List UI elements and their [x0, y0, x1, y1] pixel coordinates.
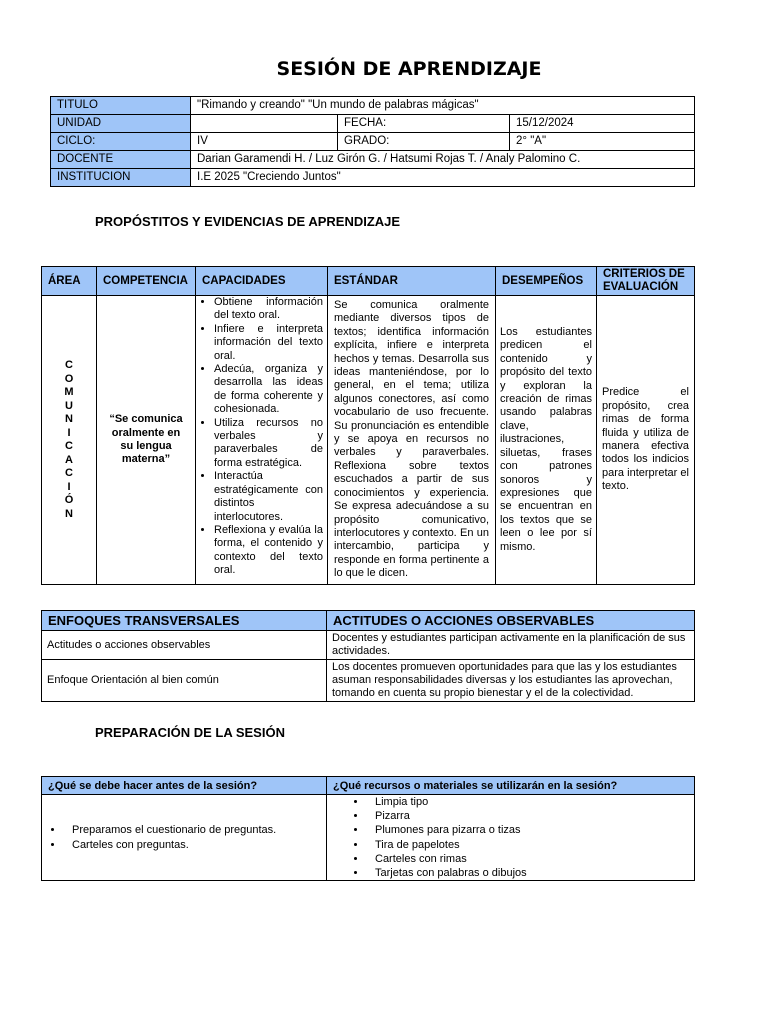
titulo-label: TITULO	[51, 97, 191, 115]
recurso-item: • Tira de papelotes	[367, 838, 690, 852]
capacidad-item: • Obtiene información del texto oral.	[214, 296, 323, 323]
area-letter: I	[67, 480, 71, 493]
header-antes: ¿Qué se debe hacer antes de la sesión?	[42, 777, 327, 795]
titulo-value: "Rimando y creando" "Un mundo de palabras mágicas"	[191, 97, 695, 115]
page-title: SESIÓN DE APRENDIZAJE	[276, 58, 542, 80]
recurso-item: • Pizarra	[367, 809, 690, 823]
area-letter: C	[65, 440, 73, 452]
header-estandar: ESTÁNDAR	[328, 267, 496, 296]
header-desempenos: DESEMPEÑOS	[496, 267, 597, 296]
recurso-item: • Tarjetas con palabras o dibujos	[367, 866, 690, 880]
competencia-cell	[97, 296, 196, 585]
antes-cell	[42, 795, 327, 881]
competencia-text: “Se comunica oralmente en su lengua materna”	[109, 413, 183, 466]
capacidades-cell	[196, 296, 328, 585]
recurso-item: • Limpia tipo	[367, 795, 690, 809]
header-recursos: ¿Qué recursos o materiales se utilizarán en la sesión?	[327, 777, 695, 795]
enfoque-row-right: Docentes y estudiantes participan activamente en la planificación de sus actividades.	[327, 631, 695, 660]
session-info-table	[50, 96, 695, 187]
recursos-cell	[327, 795, 695, 881]
capacidad-item: • Adecúa, organiza y desarrolla las ideas de forma coherente y cohesionada.	[214, 363, 323, 417]
fecha-value: 15/12/2024	[510, 115, 695, 133]
institucion-label: INSTITUCION	[51, 169, 191, 187]
header-actitudes: ACTITUDES O ACCIONES OBSERVABLES	[327, 611, 695, 631]
area-letter: N	[65, 507, 73, 520]
enfoque-row-right: Los docentes promueven oportunidades para que las y los estudiantes asuman responsabilidades diversas y los estudiantes las aprovechan, tomando en cuenta su propio bienestar y el de la colectividad.	[327, 660, 695, 702]
criterios-text: Predice el propósito, crea rimas de forma fluida y utiliza de manera efectiva todos los indicios para interpretar el texto.	[602, 386, 689, 493]
header-enfoques: ENFOQUES TRANSVERSALES	[42, 611, 327, 631]
estandar-text: Se comunica oralmente mediante diversos tipos de textos; identifica información explícita, infiere e interpreta hechos y temas. Desarrolla sus ideas manteniéndose, por lo general, en el tema; utiliza algunos conectores, así como vocabulario de uso frecuente. Su pronunciación es entendible y se apoya en recursos no verbales y paraverbales. Reflexiona sobre textos escuchados a partir de sus conocimientos y experiencia. Se expresa adecuándose a su propósito comunicativo, interlocutores y contexto. En un intercambio, participa y responde en forma pertinente a lo que le dicen.	[334, 299, 489, 580]
enfoque-row-left: Enfoque Orientación al bien común	[42, 660, 327, 702]
area-letter: N	[65, 413, 73, 425]
header-competencia: COMPETENCIA	[97, 267, 196, 296]
area-letter: U	[65, 399, 73, 412]
header-area: ÁREA	[42, 267, 97, 296]
docente-label: DOCENTE	[51, 151, 191, 169]
antes-item: • Carteles con preguntas.	[64, 838, 322, 852]
area-letter: Ó	[64, 494, 74, 506]
antes-item: • Preparamos el cuestionario de preguntas.	[64, 823, 322, 837]
docente-value: Darian Garamendi H. / Luz Girón G. / Hatsumi Rojas T. / Analy Palomino C.	[191, 151, 695, 169]
institucion-value: I.E 2025 "Creciendo Juntos"	[191, 169, 695, 187]
recurso-item: • Plumones para pizarra o tizas	[367, 823, 690, 837]
fecha-label: FECHA:	[338, 115, 510, 133]
unidad-value	[191, 115, 338, 133]
enfoque-row-left: Actitudes o acciones observables	[42, 631, 327, 660]
preparacion-table	[41, 776, 695, 881]
area-letter: O	[64, 372, 74, 385]
grado-value: 2° "A"	[510, 133, 695, 151]
capacidad-item: • Interactúa estratégicamente con distintos interlocutores.	[214, 470, 323, 524]
criterios-cell	[597, 296, 695, 585]
area-letter: M	[64, 386, 74, 398]
section-title-propositos: PROPÓSTITOS Y EVIDENCIAS DE APRENDIZAJE	[95, 214, 401, 229]
propositos-table	[41, 266, 695, 585]
section-title-preparacion: PREPARACIÓN DE LA SESIÓN	[95, 725, 285, 740]
estandar-cell	[328, 296, 496, 585]
desempenos-text: Los estudiantes predicen el contenido y propósito del texto y exploran la creación de rimas usando palabras clave, ilustraciones, siluetas, frases con patrones sonoros y expresiones que se encuentran en los textos que se leen o lee por sí mismo.	[500, 326, 592, 553]
area-letter: C	[65, 467, 73, 479]
capacidad-item: • Infiere e interpreta información del texto oral.	[214, 323, 323, 363]
enfoques-table	[41, 610, 695, 702]
area-letter: I	[67, 426, 71, 439]
capacidad-item: • Reflexiona y evalúa la forma, el contenido y contexto del texto oral.	[214, 524, 323, 578]
ciclo-value: IV	[191, 133, 338, 151]
desempenos-cell	[496, 296, 597, 585]
area-letter: C	[65, 359, 73, 371]
recurso-item: • Carteles con rimas	[367, 852, 690, 866]
header-criterios: CRITERIOS DE EVALUACIÓN	[597, 267, 695, 296]
header-capacidades: CAPACIDADES	[196, 267, 328, 296]
unidad-label: UNIDAD	[51, 115, 191, 133]
area-cell	[42, 296, 97, 585]
ciclo-label: CICLO:	[51, 133, 191, 151]
area-letter: A	[65, 453, 73, 466]
capacidad-item: • Utiliza recursos no verbales y paraverbales de forma estratégica.	[214, 417, 323, 471]
grado-label: GRADO:	[338, 133, 510, 151]
